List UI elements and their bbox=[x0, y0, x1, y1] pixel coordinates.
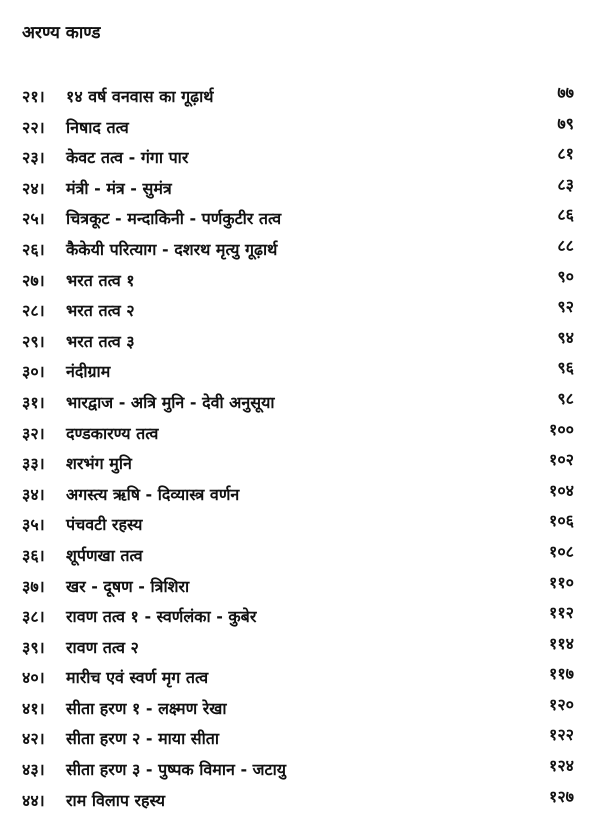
entry-number: २४। bbox=[22, 178, 45, 198]
entry-number: ३१। bbox=[22, 392, 45, 412]
toc-entry[interactable] bbox=[0, 419, 600, 450]
toc-entry[interactable] bbox=[0, 174, 600, 205]
toc-entry[interactable] bbox=[0, 633, 600, 664]
toc-entry[interactable] bbox=[0, 327, 600, 358]
entry-title: खर - दूषण - त्रिशिरा bbox=[66, 576, 190, 596]
entry-page-number: १०८ bbox=[549, 541, 574, 561]
toc-entry[interactable] bbox=[0, 143, 600, 174]
entry-page-number: ९४ bbox=[557, 327, 574, 347]
entry-title: नंदीग्राम bbox=[66, 362, 111, 382]
entry-number: ४१। bbox=[22, 698, 45, 718]
entry-title: केवट तत्व - गंगा पार bbox=[66, 148, 189, 168]
entry-number: ३८। bbox=[22, 607, 45, 627]
entry-number: २१। bbox=[22, 87, 45, 106]
toc-entry[interactable] bbox=[0, 296, 600, 327]
toc-entry[interactable] bbox=[0, 572, 600, 603]
toc-entry[interactable] bbox=[0, 786, 600, 817]
entry-title: चित्रकूट - मन्दाकिनी - पर्णकुटीर तत्व bbox=[66, 209, 282, 229]
entry-number: २२। bbox=[22, 117, 45, 137]
entry-page-number: ९६ bbox=[557, 358, 574, 378]
toc-list bbox=[0, 82, 600, 816]
entry-title: शरभंग मुनि bbox=[66, 454, 132, 474]
toc-entry[interactable] bbox=[0, 82, 600, 113]
entry-number: ३०। bbox=[22, 362, 45, 382]
entry-page-number: ११२ bbox=[549, 603, 574, 623]
entry-title: १४ वर्ष वनवास का गूढ़ार्थ bbox=[66, 87, 214, 106]
entry-number: ३६। bbox=[22, 545, 45, 565]
entry-page-number: ८३ bbox=[557, 174, 574, 194]
entry-page-number: १०६ bbox=[549, 511, 574, 531]
entry-page-number: ८१ bbox=[557, 144, 574, 164]
entry-title: रावण तत्व २ bbox=[66, 637, 139, 657]
entry-number: ४३। bbox=[22, 760, 45, 780]
entry-title: पंचवटी रहस्य bbox=[66, 515, 143, 535]
entry-title: दण्डकारण्य तत्व bbox=[66, 423, 159, 443]
entry-title: मंत्री - मंत्र - सुमंत्र bbox=[66, 178, 172, 198]
entry-title: सीता हरण २ - माया सीता bbox=[66, 729, 220, 749]
entry-title: कैकेयी परित्याग - दशरथ मृत्यु गूढ़ार्थ bbox=[66, 239, 278, 259]
entry-page-number: ११४ bbox=[549, 633, 574, 653]
entry-page-number: १२७ bbox=[549, 786, 574, 806]
entry-number: २९। bbox=[22, 331, 45, 351]
entry-page-number: ७९ bbox=[557, 113, 574, 133]
entry-title: रावण तत्व १ - स्वर्णलंका - कुबेर bbox=[66, 607, 257, 627]
entry-page-number: ११० bbox=[549, 572, 574, 592]
entry-page-number: ७७ bbox=[557, 83, 574, 102]
entry-title: निषाद तत्व bbox=[66, 117, 129, 137]
toc-entry[interactable] bbox=[0, 357, 600, 388]
entry-title: भारद्वाज - अत्रि मुनि - देवी अनुसूया bbox=[66, 392, 275, 412]
entry-number: २७। bbox=[22, 270, 45, 290]
toc-entry[interactable] bbox=[0, 694, 600, 725]
toc-entry[interactable] bbox=[0, 449, 600, 480]
entry-page-number: ११७ bbox=[549, 664, 574, 684]
entry-number: ३७। bbox=[22, 576, 45, 596]
toc-entry[interactable] bbox=[0, 541, 600, 572]
entry-page-number: ९० bbox=[557, 266, 574, 286]
toc-entry[interactable] bbox=[0, 204, 600, 235]
entry-number: ४४। bbox=[22, 790, 45, 810]
entry-number: ४०। bbox=[22, 668, 45, 688]
entry-page-number: १२४ bbox=[549, 756, 574, 776]
entry-page-number: ८८ bbox=[557, 235, 574, 255]
entry-number: ४२। bbox=[22, 729, 45, 749]
entry-number: २८। bbox=[22, 301, 45, 321]
toc-entry[interactable] bbox=[0, 266, 600, 297]
entry-title: मारीच एवं स्वर्ण मृग तत्व bbox=[66, 668, 209, 688]
toc-entry[interactable] bbox=[0, 113, 600, 144]
entry-number: ३५। bbox=[22, 515, 45, 535]
toc-entry[interactable] bbox=[0, 388, 600, 419]
entry-page-number: १०० bbox=[549, 419, 574, 439]
entry-title: सीता हरण ३ - पुष्पक विमान - जटायु bbox=[66, 760, 287, 780]
entry-page-number: १२० bbox=[549, 694, 574, 714]
entry-number: ३३। bbox=[22, 454, 45, 474]
toc-entry[interactable] bbox=[0, 663, 600, 694]
entry-title: राम विलाप रहस्य bbox=[66, 790, 166, 810]
entry-number: ३२। bbox=[22, 423, 45, 443]
entry-page-number: ८६ bbox=[557, 205, 574, 225]
toc-entry[interactable] bbox=[0, 724, 600, 755]
entry-number: २६। bbox=[22, 239, 45, 259]
entry-title: अगस्त्य ऋषि - दिव्यास्त्र वर्णन bbox=[66, 484, 240, 504]
entry-number: २३। bbox=[22, 148, 45, 168]
entry-page-number: ९८ bbox=[557, 388, 574, 408]
section-title: अरण्य काण्ड bbox=[22, 23, 101, 43]
entry-title: शूर्पणखा तत्व bbox=[66, 545, 143, 565]
toc-entry[interactable] bbox=[0, 235, 600, 266]
entry-title: भरत तत्व १ bbox=[66, 270, 135, 290]
toc-entry[interactable] bbox=[0, 602, 600, 633]
entry-page-number: १०२ bbox=[549, 450, 574, 470]
entry-number: ३४। bbox=[22, 484, 45, 504]
entry-title: भरत तत्व ३ bbox=[66, 331, 135, 351]
entry-page-number: ९२ bbox=[557, 297, 574, 317]
entry-title: सीता हरण १ - लक्ष्मण रेखा bbox=[66, 698, 227, 718]
toc-entry[interactable] bbox=[0, 510, 600, 541]
entry-title: भरत तत्व २ bbox=[66, 301, 135, 321]
toc-entry[interactable] bbox=[0, 480, 600, 511]
entry-page-number: १२२ bbox=[549, 725, 574, 745]
entry-number: २५। bbox=[22, 209, 45, 229]
entry-number: ३९। bbox=[22, 637, 45, 657]
entry-page-number: १०४ bbox=[549, 480, 574, 500]
toc-entry[interactable] bbox=[0, 755, 600, 786]
